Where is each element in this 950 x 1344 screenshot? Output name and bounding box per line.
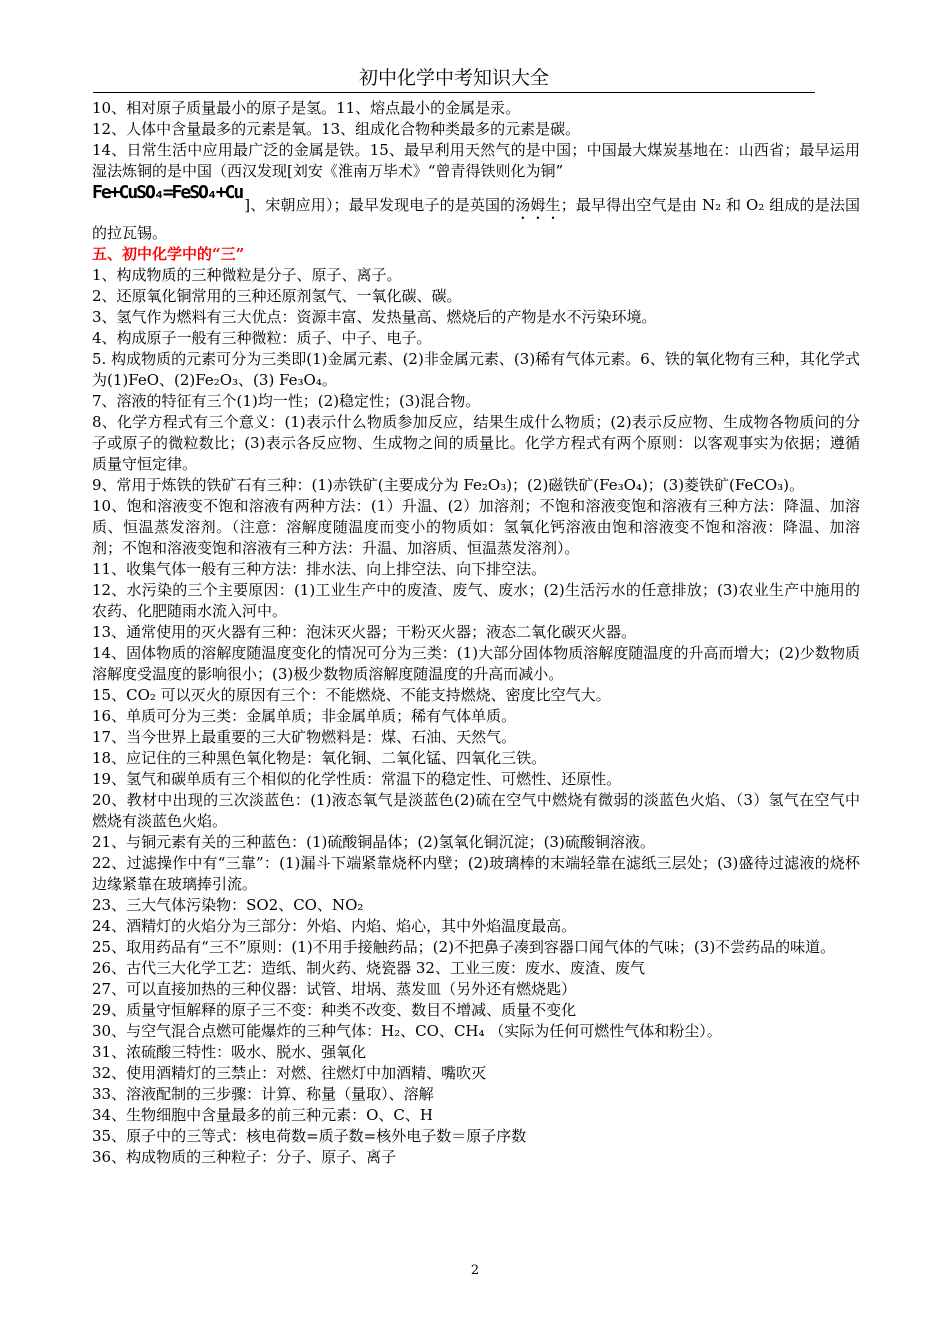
emphasized-name: 汤姆生 (515, 196, 561, 214)
list-item: 16、单质可分为三类：金属单质；非金属单质；稀有气体单质。 (92, 707, 517, 725)
page-number: 2 (470, 1263, 480, 1278)
list-item: 15、CO₂ 可以灭火的原因有三个：不能燃烧、不能支持燃烧、密度比空气大。 (92, 686, 611, 704)
list-item: 7、溶液的特征有三个(1)均一性；(2)稳定性；(3)混合物。 (92, 392, 481, 410)
list-item: 31、浓硫酸三特性：吸水、脱水、强氧化 (92, 1043, 367, 1061)
paragraph: 14、日常生活中应用最广泛的金属是铁。15、最早利用天然气的是中国；中国最大煤炭基地在：山西省；最早运用湿法炼铜的是中国（西汉发现[刘安《淮南万毕术》“曾青得铁则化为铜” (92, 141, 860, 180)
page-header-title: 初中化学中考知识大全 (358, 67, 549, 89)
list-item: 21、与铜元素有关的三种蓝色：(1)硫酸铜晶体；(2)氢氧化铜沉淀；(3)硫酸铜溶液。 (92, 833, 655, 851)
list-item: 29、质量守恒解释的原子三不变：种类不改变、数目不增减、质量不变化 (92, 1001, 577, 1019)
paragraph: 12、人体中含量最多的元素是氧。13、组成化合物种类最多的元素是碳。 (92, 120, 581, 138)
list-item: 18、应记住的三种黑色氧化物是：氧化铜、二氧化锰、四氧化三铁。 (92, 749, 547, 767)
list-item: 19、氢气和碳单质有三个相似的化学性质：常温下的稳定性、可燃性、还原性。 (92, 770, 622, 788)
list-item: 34、生物细胞中含量最多的前三种元素：O、C、H (92, 1106, 433, 1124)
chemical-equation: Fe+CuSO₄=FeSO₄+Cu (92, 182, 243, 203)
paragraph: 10、相对原子质量最小的原子是氢。11、熔点最小的金属是汞。 (92, 99, 521, 117)
list-item: 3、氢气作为燃料有三大优点：资源丰富、发热量高、燃烧后的产物是水不污染环境。 (92, 308, 657, 326)
list-item: 36、构成物质的三种粒子：分子、原子、离子 (92, 1148, 397, 1166)
paragraph-with-formula (92, 182, 860, 244)
list-item: 11、收集气体一般有三种方法：排水法、向上排空法、向下排空法。 (92, 560, 547, 578)
list-item: 32、使用酒精灯的三禁止：对燃、往燃灯中加酒精、嘴吹灭 (92, 1064, 487, 1082)
list-item: 2、还原氧化铜常用的三种还原剂氢气、一氧化碳、碳。 (92, 287, 462, 305)
list-item: 20、教材中出现的三次淡蓝色：(1)液态氧气是淡蓝色(2)硫在空气中燃烧有微弱的淡蓝色火焰、（3）氢气在空气中燃烧有淡蓝色火焰。 (92, 791, 860, 830)
list-item: 4、构成原子一般有三种微粒：质子、中子、电子。 (92, 329, 432, 347)
paragraph-text: ；最早得出空气是由 N₂ 和 O₂ 组成的是法国的拉瓦锡。 (92, 196, 860, 242)
list-item: 13、通常使用的灭火器有三种：泡沫灭火器；干粉灭火器；液态二氧化碳灭火器。 (92, 623, 637, 641)
list-item: 1、构成物质的三种微粒是分子、原子、离子。 (92, 266, 402, 284)
list-item: 10、饱和溶液变不饱和溶液有两种方法：(1）升温、(2）加溶剂；不饱和溶液变饱和溶液有三种方法：降温、加溶质、恒温蒸发溶剂。（注意：溶解度随温度而变小的物质如：氢氧化钙溶液由饱和溶液变不饱和溶液：降温、加溶剂；不饱和溶液变饱和溶液有三种方法：升温、加溶质、恒温蒸发溶剂）。 (92, 497, 860, 557)
paragraph-text: ]、宋朝应用）；最早发现电子的是英国的 (244, 196, 516, 214)
list-item: 26、古代三大化学工艺：造纸、制火药、烧瓷器 32、工业三废：废水、废渣、废气 (92, 959, 645, 977)
list-item: 27、可以直接加热的三种仪器：试管、坩埚、蒸发皿（另外还有燃烧匙） (92, 980, 577, 998)
list-item: 14、固体物质的溶解度随温度变化的情况可分为三类：(1)大部分固体物质溶解度随温度的升高而增大；(2)少数物质溶解度受温度的影响很小；(3)极少数物质溶解度随温度的升高而减小。 (92, 644, 860, 683)
document-body (92, 98, 860, 1168)
list-item: 35、原子中的三等式：核电荷数=质子数=核外电子数＝原子序数 (92, 1127, 527, 1145)
section-heading: 五、初中化学中的“三” (92, 245, 245, 263)
list-item: 24、酒精灯的火焰分为三部分：外焰、内焰、焰心，其中外焰温度最高。 (92, 917, 577, 935)
list-item: 30、与空气混合点燃可能爆炸的三种气体：H₂、CO、CH₄ （实际为任何可燃性气体和粉尘）。 (92, 1022, 722, 1040)
list-item: 12、水污染的三个主要原因：(1)工业生产中的废渣、废气、废水；(2)生活污水的任意排放；(3)农业生产中施用的农药、化肥随雨水流入河中。 (92, 581, 860, 620)
list-item: 5. 构成物质的元素可分为三类即(1)金属元素、(2)非金属元素、(3)稀有气体元素。6、铁的氧化物有三种，其化学式为(1)FeO、(2)Fe₂O₃、(3) Fe₃O₄。 (92, 350, 860, 389)
list-item: 17、当今世界上最重要的三大矿物燃料是：煤、石油、天然气。 (92, 728, 517, 746)
list-item: 33、溶液配制的三步骤：计算、称量（量取）、溶解 (92, 1085, 434, 1103)
list-item: 8、化学方程式有三个意义：(1)表示什么物质参加反应，结果生成什么物质；(2)表示反应物、生成物各物质问的分子或原子的微粒数比；(3)表示各反应物、生成物之间的质量比。化学方程式有两个原则：以客观事实为依据；遵循质量守恒定律。 (92, 413, 860, 473)
list-item: 22、过滤操作中有“三靠”：(1)漏斗下端紧靠烧杯内壁；(2)玻璃棒的末端轻靠在滤纸三层处；(3)盛待过滤液的烧杯边缘紧靠在玻璃捧引流。 (92, 854, 860, 893)
list-item: 23、三大气体污染物：SO2、CO、NO₂ (92, 896, 364, 914)
list-item: 25、取用药品有“三不”原则：(1)不用手接触药品；(2)不把鼻子凑到容器口闻气体的气味；(3)不尝药品的味道。 (92, 938, 836, 956)
header-divider (93, 92, 815, 93)
list-item: 9、常用于炼铁的铁矿石有三种：(1)赤铁矿(主要成分为 Fe₂O₃)；(2)磁铁矿(Fe₃O₄)；(3)菱铁矿(FeCO₃)。 (92, 476, 804, 494)
